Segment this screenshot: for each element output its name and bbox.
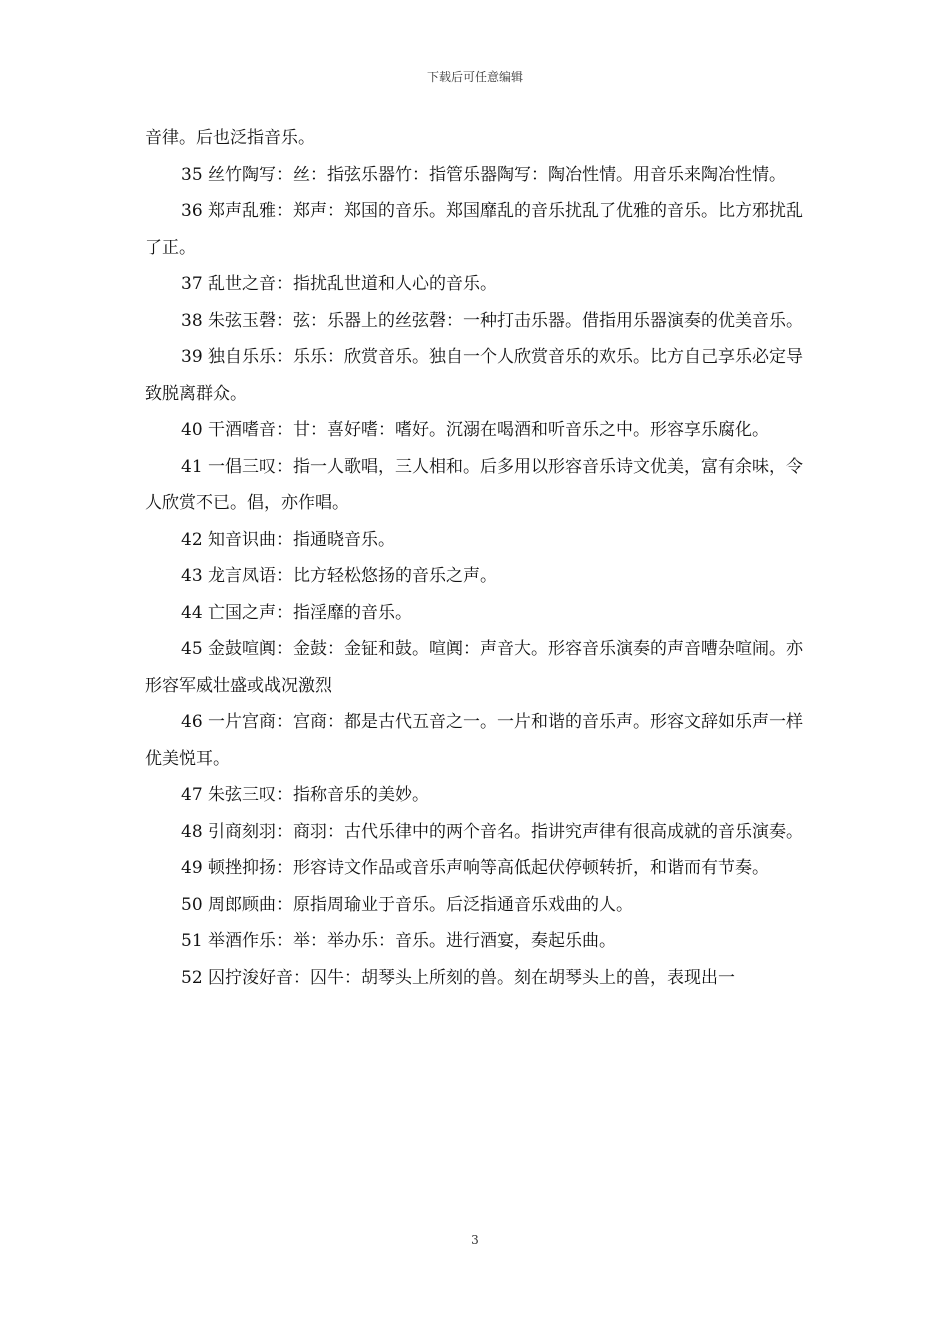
paragraph: 46 一片宫商：宫商：都是古代五音之一。一片和谐的音乐声。形容文辞如乐声一样优美悦耳。	[145, 712, 804, 769]
paragraph: 43 龙言凤语：比方轻松悠扬的音乐之声。	[181, 566, 498, 586]
paragraph: 49 顿挫抑扬：形容诗文作品或音乐声响等高低起伏停顿转折，和谐而有节奏。	[181, 858, 770, 878]
page-number: 3	[471, 1233, 479, 1247]
body-text	[145, 120, 807, 996]
paragraph: 45 金鼓喧阗：金鼓：金钲和鼓。喧阗：声音大。形容音乐演奏的声音嘈杂喧闹。亦形容军威壮盛或战况激烈	[145, 639, 804, 696]
paragraph: 40 干酒嗜音：甘：喜好嗜：嗜好。沉溺在喝酒和听音乐之中。形容享乐腐化。	[181, 420, 770, 440]
paragraph: 48 引商刻羽：商羽：古代乐律中的两个音名。指讲究声律有很高成就的音乐演奏。	[181, 821, 804, 842]
paragraph: 音律。后也泛指音乐。	[145, 128, 315, 148]
paragraph: 42 知音识曲：指通晓音乐。	[181, 529, 396, 550]
paragraph: 51 举酒作乐：举：举办乐：音乐。进行酒宴，奏起乐曲。	[181, 931, 617, 951]
paragraph: 41 一倡三叹：指一人歌唱，三人相和。后多用以形容音乐诗文优美，富有余味，令人欣赏不已。倡，亦作唱。	[145, 456, 804, 513]
paragraph: 44 亡国之声：指淫靡的音乐。	[181, 602, 413, 623]
paragraph: 35 丝竹陶写：丝：指弦乐器竹：指管乐器陶写：陶冶性情。用音乐来陶冶性情。	[181, 164, 787, 185]
page-header: 下载后可任意编辑	[426, 70, 523, 84]
paragraph: 52 囚拧浚好音：囚牛：胡琴头上所刻的兽。刻在胡琴头上的兽，表现出一	[181, 967, 736, 988]
paragraph: 37 乱世之音：指扰乱世道和人心的音乐。	[181, 274, 498, 294]
paragraph: 50 周郎顾曲：原指周瑜业于音乐。后泛指通音乐戏曲的人。	[181, 894, 634, 915]
paragraph: 47 朱弦三叹：指称音乐的美妙。	[181, 785, 430, 805]
paragraph: 38 朱弦玉磬：弦：乐器上的丝弦磬：一种打击乐器。借指用乐器演奏的优美音乐。	[181, 310, 804, 331]
paragraph: 39 独自乐乐：乐乐：欣赏音乐。独自一个人欣赏音乐的欢乐。比方自己享乐必定导致脱离群众。	[145, 347, 804, 404]
paragraph: 36 郑声乱雅：郑声：郑国的音乐。郑国靡乱的音乐扰乱了优雅的音乐。比方邪扰乱了正。	[145, 201, 804, 258]
